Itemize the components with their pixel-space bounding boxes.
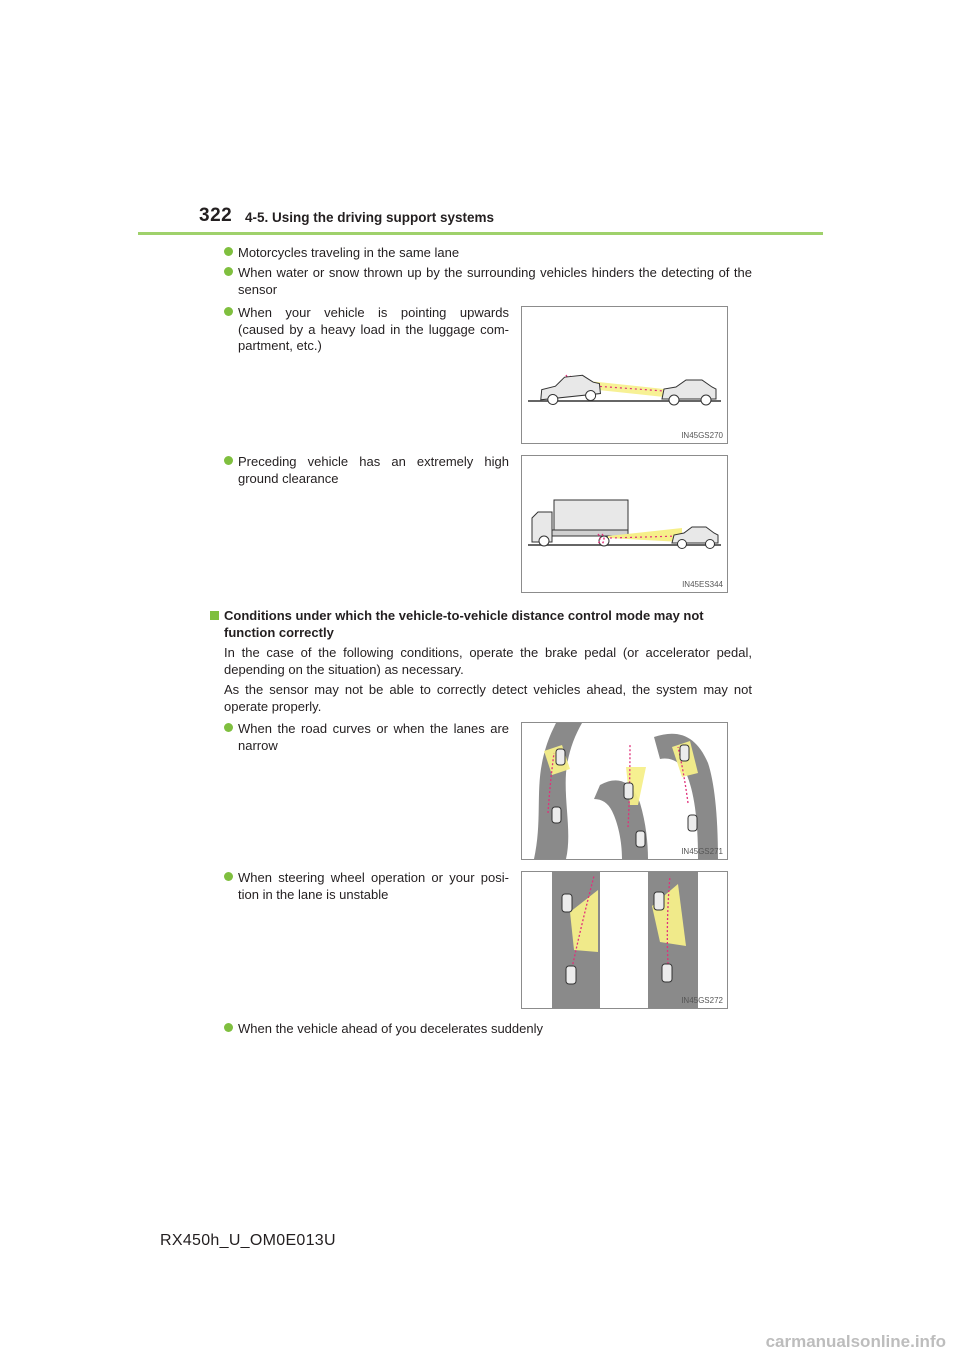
bullet-text: Preceding vehicle has an extremely high ground clearance [238, 454, 509, 486]
bullet-item [224, 305, 509, 355]
figure-curved-roads [521, 722, 728, 860]
figure-code: IN45GS272 [681, 996, 723, 1005]
paragraph: As the sensor may not be able to correctly detect vehicles ahead, the system may not operate properly. [224, 682, 752, 714]
square-bullet-icon [210, 611, 219, 620]
bullet-item [224, 454, 509, 487]
bullet-icon [224, 1023, 233, 1032]
header-rule [138, 232, 823, 235]
bullet-text: When your vehicle is pointing upwards (caused by a heavy load in the luggage com-partment, etc.) [238, 305, 509, 353]
paragraph: In the case of the following conditions, operate the brake pedal (or accelerator pedal, depending on the situation) as necessary. [224, 645, 752, 677]
bullet-icon [224, 307, 233, 316]
bullet-icon [224, 267, 233, 276]
bullet-item [224, 265, 752, 298]
figure-code: IN45GS270 [681, 431, 723, 440]
bullet-item [224, 245, 752, 262]
figure-high-ground-clearance [521, 455, 728, 593]
figure-code: IN45ES344 [682, 580, 723, 589]
bullet-item [224, 721, 509, 754]
bullet-text: When the road curves or when the lanes are narrow [238, 721, 509, 753]
bullet-icon [224, 723, 233, 732]
illustration-curved-roads [522, 723, 727, 859]
bullet-item [224, 870, 509, 903]
bullet-text: When water or snow thrown up by the surrounding vehicles hinders the detecting of the sensor [238, 265, 752, 297]
bullet-text: Motorcycles traveling in the same lane [238, 245, 460, 260]
figure-vehicle-pointing-upwards [521, 306, 728, 444]
section-heading [210, 608, 752, 641]
bullet-text: When the vehicle ahead of you decelerates suddenly [238, 1021, 543, 1036]
bullet-icon [224, 872, 233, 881]
illustration-unstable-steering [522, 872, 727, 1008]
illustration-tilted-car [522, 307, 727, 443]
figure-unstable-lane-position [521, 871, 728, 1009]
bullet-icon [224, 456, 233, 465]
page-number: 322 [199, 205, 233, 226]
bullet-item [224, 1021, 752, 1038]
footer-code: RX450h_U_OM0E013U [160, 1232, 336, 1249]
section-heading-text: Conditions under which the vehicle-to-vehicle distance control mode may not function correctly [224, 608, 704, 640]
figure-code: IN45GS271 [681, 847, 723, 856]
watermark: carmanualsonline.info [765, 1332, 946, 1351]
bullet-text: When steering wheel operation or your posi-tion in the lane is unstable [238, 870, 509, 902]
bullet-icon [224, 247, 233, 256]
illustration-truck-clearance [522, 456, 727, 592]
section-title: 4-5. Using the driving support systems [245, 210, 495, 225]
